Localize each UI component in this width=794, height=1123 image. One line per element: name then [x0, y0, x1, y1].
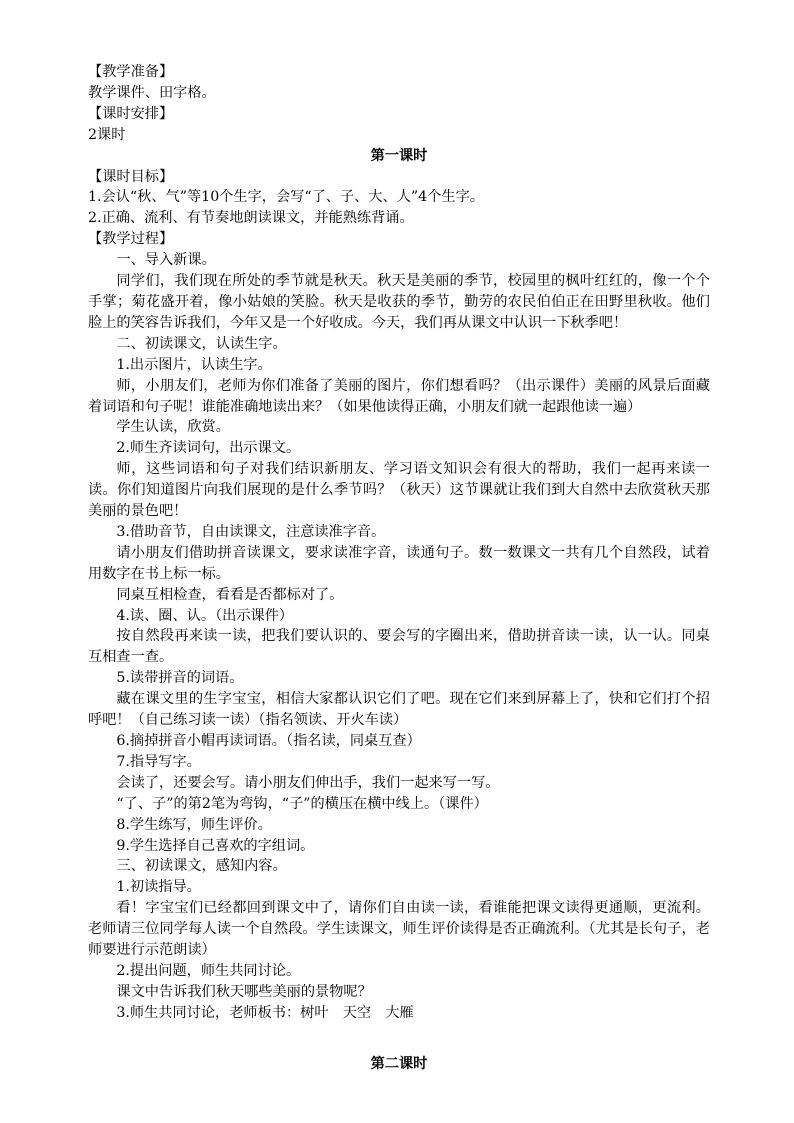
section-1-heading: 一、导入新课。: [116, 252, 216, 269]
step-2-1: 1.出示图片，认读生字。: [116, 356, 272, 373]
prep-text: 教学课件、田字格。: [88, 84, 216, 101]
step-2-6: 6.摘掉拼音小帽再读词语。（指名读，同桌互查）: [116, 733, 421, 749]
lesson-plan-page: [88, 62, 710, 1075]
step-2-9: 9.学生选择自己喜欢的字组词。: [116, 837, 315, 854]
goals-heading: 【课时目标】: [88, 168, 174, 185]
goal-1: 1.会认“秋、气”等10个生字，会写“了、子、大、人”4个生字。: [88, 189, 484, 206]
process-heading: 【教学过程】: [88, 231, 174, 248]
step-2-1-paragraph: 师，小朋友们，老师为你们准备了美丽的图片，你们想看吗？（出示课件）美丽的风景后面藏着词语和句子呢！谁能准确地读出来？（如果他读得正确，小朋友们就一起跟他读一遍）: [88, 377, 710, 415]
section-3-heading: 三、初读课文，感知内容。: [116, 858, 287, 875]
step-3-2-paragraph: 课文中告诉我们秋天哪些美丽的景物呢？: [116, 983, 372, 1000]
step-2-7-paragraph-2: “了、子”的第2笔为弯钩，“子”的横压在横中线上。（课件）: [116, 795, 488, 812]
step-2-7: 7.指导写字。: [116, 753, 201, 770]
step-2-3-paragraph-2: 同桌互相检查，看看是否都标对了。: [116, 586, 344, 603]
prep-heading: 【教学准备】: [88, 64, 174, 80]
step-3-2: 2.提出问题，师生共同讨论。: [116, 962, 301, 979]
step-2-1-paragraph-2: 学生认读，欣赏。: [116, 419, 230, 436]
section-1-paragraph: 同学们，我们现在所处的季节就是秋天。秋天是美丽的季节，校园里的枫叶红红的，像一个个手掌；菊花盛开着，像小姑娘的笑脸。秋天是收获的季节，勤劳的农民伯伯正在田野里秋收。他们脸上的笑容告诉我们，今年又是一个好收成。今天，我们再从课文中认识一下秋季吧！: [88, 273, 710, 331]
step-2-5: 5.读带拼音的词语。: [116, 670, 244, 687]
goal-2: 2.正确、流利、有节奏地朗读课文，并能熟练背诵。: [88, 210, 414, 227]
step-2-5-paragraph: 藏在课文里的生字宝宝，相信大家都认识它们了吧。现在它们来到屏幕上了，快和它们打个招呼吧！（自己练习读一读）（指名领读、开火车读）: [88, 691, 710, 729]
lesson2-title: 第二课时: [370, 1055, 428, 1072]
step-3-3: 3.师生共同讨论，老师板书：树叶 天空 大雁: [116, 1004, 414, 1021]
step-2-3-paragraph: 请小朋友们借助拼音读课文，要求读准字音，读通句子。数一数课文一共有几个自然段，试着用数字在书上标一标。: [88, 544, 710, 582]
step-2-4-paragraph: 按自然段再来读一读，把我们要认识的、要会写的字圈出来，借助拼音读一读，认一认。同桌互相查一查。: [88, 628, 710, 666]
step-3-1: 1.初读指导。: [116, 879, 201, 896]
step-2-3: 3.借助音节，自由读课文，注意读准字音。: [116, 523, 386, 540]
step-2-7-paragraph: 会读了，还要会写。请小朋友们伸出手，我们一起来写一写。: [116, 774, 500, 791]
step-2-2: 2.师生齐读词句，出示课文。: [116, 440, 301, 457]
lesson1-title: 第一课时: [370, 147, 428, 164]
step-3-1-paragraph: 看！字宝宝们已经都回到课文中了，请你们自由读一读，看谁能把课文读得更通顺，更流利。老师请三位同学每人读一个自然段。学生读课文，师生评价读得是否正确流利。（尤其是长句子，老师要进行示范朗读）: [88, 900, 710, 959]
schedule-heading: 【课时安排】: [88, 105, 174, 122]
step-2-4: 4.读、圈、认。（出示课件）: [116, 607, 294, 624]
schedule-text: 2课时: [88, 126, 126, 143]
step-2-8: 8.学生练写，师生评价。: [116, 816, 272, 833]
step-2-2-paragraph: 师，这些词语和句子对我们结识新朋友、学习语文知识会有很大的帮助，我们一起再来读一读。你们知道图片向我们展现的是什么季节吗？（秋天）这节课就让我们到大自然中去欣赏秋天那美丽的景色吧！: [88, 461, 710, 520]
spacer: [88, 1024, 710, 1054]
section-2-heading: 二、初读课文，认读生字。: [116, 335, 287, 352]
